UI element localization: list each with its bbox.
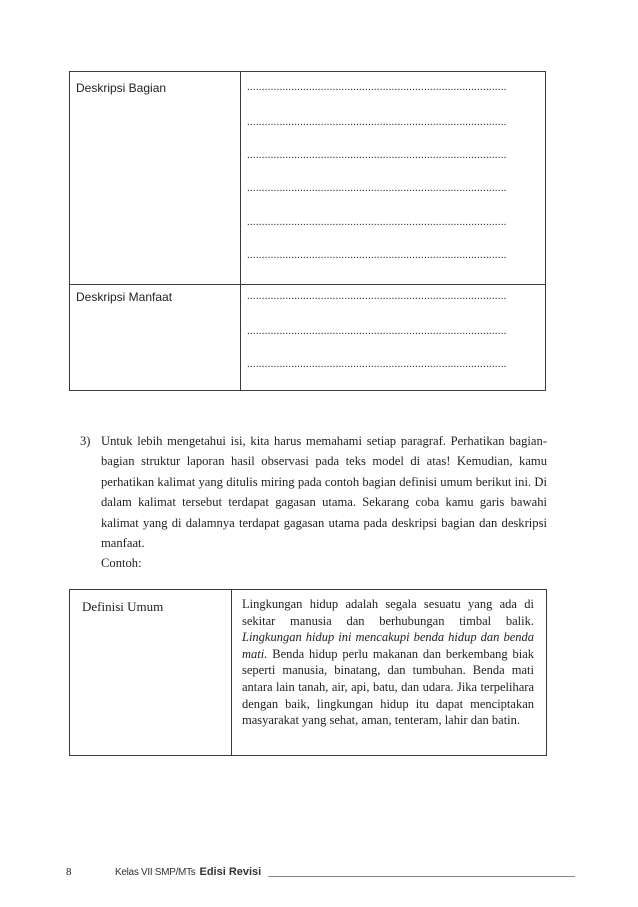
fill-in-line[interactable]: ........................................................................................ (247, 359, 507, 370)
instruction-text: Untuk lebih mengetahui isi, kita harus memahami setiap paragraf. Perhatikan bagian-bagian struktur laporan hasil observasi pada teks model di atas! Kemudian, kamu perhatikan kalimat yang ditulis miring pada contoh bagian definisi umum berikut ini. Di dalam kalimat tersebut terdapat gagasan utama. Sekarang coba kamu garis bawahi kalimat yang di dalamnya terdapat gagasan utama pada deskripsi bagian dan deskripsi manfaat. (101, 434, 547, 551)
description-table (69, 71, 546, 391)
definition-text-plain: Lingkungan hidup adalah segala sesuatu yang ada di sekitar manusia dan berhubungan timbal balik. (242, 597, 534, 628)
row-label-deskripsi-bagian: Deskripsi Bagian (76, 81, 167, 95)
fill-in-line[interactable]: ........................................................................................ (247, 117, 507, 128)
row-label-definisi-umum: Definisi Umum (82, 599, 164, 614)
definition-text-italic: Lingkungan hidup ini mencakupi benda hidup dan benda mati. (242, 630, 534, 661)
footer-rule (268, 876, 575, 877)
definition-text-plain-2: Benda hidup perlu makanan dan berkembang biak seperti manusia, binatang, dan tumbuhan. Benda mati antara lain tanah, air, api, batu, dan udara. Jika terpelihara dengan baik, lingkungan hidup itu dapat menciptakan masyarakat yang sehat, aman, tenteram, lahir dan batin. (242, 646, 535, 728)
page-number: 8 (66, 866, 72, 878)
definition-text (242, 596, 534, 729)
fill-in-line[interactable]: ........................................................................................ (247, 150, 507, 161)
instruction-item (80, 431, 547, 574)
example-label: Contoh: (101, 556, 142, 571)
table-column-divider (231, 590, 232, 755)
fill-in-line[interactable]: ........................................................................................ (247, 82, 507, 93)
row-label-deskripsi-manfaat: Deskripsi Manfaat (76, 290, 173, 304)
fill-in-line[interactable]: ........................................................................................ (247, 217, 507, 228)
item-number: 3) (80, 434, 91, 448)
footer-edition: Edisi Revisi (199, 866, 262, 878)
table-row-divider (70, 284, 545, 285)
fill-in-line[interactable]: ........................................................................................ (247, 326, 507, 337)
fill-in-line[interactable]: ........................................................................................ (247, 250, 507, 261)
footer-book-title (115, 866, 261, 878)
fill-in-line[interactable]: ........................................................................................ (247, 183, 507, 194)
fill-in-line[interactable]: ........................................................................................ (247, 291, 507, 302)
example-table (69, 589, 547, 756)
table-column-divider (240, 72, 241, 390)
footer-book-name: Kelas VII SMP/MTs (115, 867, 196, 878)
